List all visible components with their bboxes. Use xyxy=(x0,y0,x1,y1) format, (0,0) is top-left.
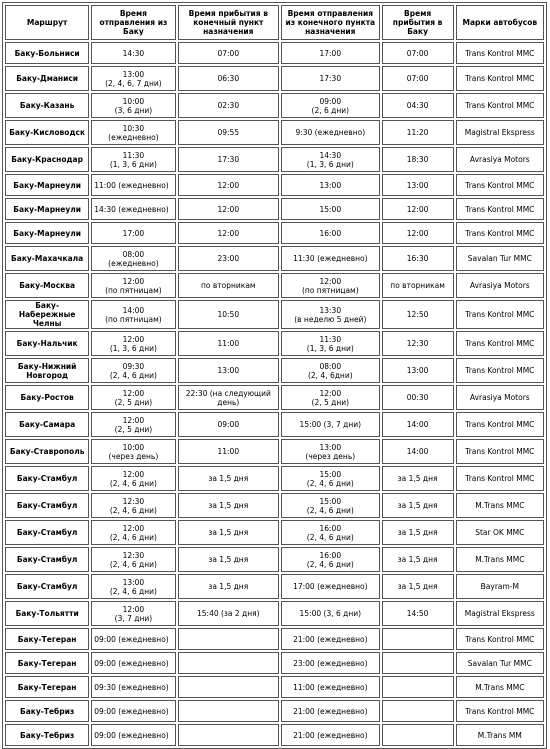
bus-brand-cell: M.Trans MM xyxy=(456,724,544,746)
arrival-baku-cell xyxy=(382,652,454,674)
return-departure-days: (в неделю 5 дней) xyxy=(294,314,367,324)
table-row xyxy=(5,520,544,545)
table-row xyxy=(5,493,544,518)
departure-time: 17:00 xyxy=(122,228,145,238)
departure-days: (через день) xyxy=(108,451,159,461)
table-row xyxy=(5,222,544,244)
departure-baku-cell xyxy=(91,198,175,220)
arrival-baku-cell: за 1,5 дня xyxy=(382,466,454,491)
departure-days: (2, 4, 6 дни) xyxy=(109,505,157,515)
arrival-baku-cell: за 1,5 дня xyxy=(382,574,454,599)
departure-days: (2, 4, 6 дни) xyxy=(109,478,157,488)
table-row xyxy=(5,358,544,383)
arrival-baku-cell: за 1,5 дня xyxy=(382,493,454,518)
bus-brand-cell: Trans Kontrol MMC xyxy=(456,439,544,464)
bus-brand-cell: Magistral Ekspress xyxy=(456,120,544,145)
table-row xyxy=(5,147,544,172)
departure-time: 09:00 (ежедневно) xyxy=(94,730,169,740)
departure-time: 11:00 (ежедневно) xyxy=(94,180,169,190)
schedule-body xyxy=(5,42,544,746)
bus-brand-cell: M.Trans MMC xyxy=(456,493,544,518)
arrival-destination-cell xyxy=(178,724,280,746)
departure-baku-cell xyxy=(91,358,175,383)
return-departure-time: 16:00 xyxy=(319,523,342,533)
departure-time: 12:00 xyxy=(122,415,145,425)
return-departure-time: 11:30 xyxy=(319,334,342,344)
departure-baku-cell xyxy=(91,466,175,491)
bus-brand-cell: Avrasiya Motors xyxy=(456,385,544,410)
arrival-destination-cell: 17:30 xyxy=(178,147,280,172)
route-cell: Баку-Нальчик xyxy=(5,331,89,356)
route-cell: Баку-Тебриз xyxy=(5,724,89,746)
departure-destination-cell xyxy=(281,676,379,698)
route-cell: Баку-Самара xyxy=(5,412,89,437)
return-departure-time: 23:00 (ежедневно) xyxy=(293,658,368,668)
arrival-destination-cell: по вторникам xyxy=(178,273,280,298)
return-departure-time: 17:00 (ежедневно) xyxy=(293,582,368,591)
arrival-baku-cell: 04:30 xyxy=(382,93,454,118)
header-departure-baku: Время отправления из Баку xyxy=(91,5,175,40)
route-cell: Баку-Нижний Новгород xyxy=(5,358,89,383)
return-departure-time: 13:30 xyxy=(319,305,342,315)
table-row xyxy=(5,724,544,746)
return-departure-days: (1, 3, 6 дни) xyxy=(306,159,354,169)
departure-baku-cell xyxy=(91,246,175,271)
route-cell: Баку-Марнеули xyxy=(5,198,89,220)
departure-baku-cell xyxy=(91,331,175,356)
route-cell: Баку-Ставрополь xyxy=(5,439,89,464)
departure-destination-cell xyxy=(281,466,379,491)
bus-brand-cell: Avrasiya Motors xyxy=(456,273,544,298)
departure-days: (1, 3, 6 дни) xyxy=(109,159,157,169)
arrival-destination-cell: за 1,5 дня xyxy=(178,574,280,599)
arrival-destination-cell xyxy=(178,652,280,674)
departure-destination-cell xyxy=(281,493,379,518)
departure-baku-cell xyxy=(91,652,175,674)
departure-destination-cell xyxy=(281,93,379,118)
route-cell: Баку-Москва xyxy=(5,273,89,298)
table-row xyxy=(5,246,544,271)
return-departure-time: 21:00 (ежедневно) xyxy=(293,706,368,716)
arrival-baku-cell: 12:00 xyxy=(382,198,454,220)
table-row xyxy=(5,700,544,722)
departure-destination-cell xyxy=(281,601,379,626)
departure-baku-cell xyxy=(91,412,175,437)
departure-time: 11:30 xyxy=(122,150,145,160)
return-departure-time: 15:00 (3, 6 дни) xyxy=(299,609,362,618)
arrival-baku-cell: 07:00 xyxy=(382,66,454,91)
table-row xyxy=(5,174,544,196)
departure-days: (ежедневно) xyxy=(108,258,159,268)
departure-baku-cell xyxy=(91,93,175,118)
departure-baku-cell xyxy=(91,724,175,746)
arrival-destination-cell: 15:40 (за 2 дня) xyxy=(178,601,280,626)
arrival-baku-cell: 11:20 xyxy=(382,120,454,145)
header-arrival-destination: Время прибытия в конечный пункт назначения xyxy=(178,5,280,40)
departure-baku-cell xyxy=(91,120,175,145)
departure-days: (2, 4, 6 дни) xyxy=(109,559,157,569)
arrival-destination-cell: за 1,5 дня xyxy=(178,520,280,545)
arrival-destination-cell: за 1,5 дня xyxy=(178,547,280,572)
return-departure-time: 21:00 (ежедневно) xyxy=(293,634,368,644)
departure-time: 12:00 xyxy=(122,469,145,479)
departure-days: (ежедневно) xyxy=(108,132,159,142)
table-row xyxy=(5,574,544,599)
departure-destination-cell xyxy=(281,520,379,545)
table-row xyxy=(5,676,544,698)
departure-destination-cell xyxy=(281,120,379,145)
departure-time: 14:30 xyxy=(122,48,145,58)
return-departure-time: 11:30 (ежедневно) xyxy=(293,254,368,263)
bus-brand-cell: Savalan Tur MMC xyxy=(456,246,544,271)
departure-baku-cell xyxy=(91,66,175,91)
header-route: Маршрут xyxy=(5,5,89,40)
table-row xyxy=(5,385,544,410)
return-departure-time: 9:30 (ежедневно) xyxy=(295,128,366,137)
departure-baku-cell xyxy=(91,300,175,329)
return-departure-time: 15:00 xyxy=(319,204,342,214)
departure-time: 09:30 xyxy=(122,361,145,371)
arrival-destination-cell: 09:55 xyxy=(178,120,280,145)
bus-brand-cell: Trans Kontrol MMC xyxy=(456,358,544,383)
departure-days: (2, 4, 6 дни) xyxy=(109,586,157,596)
departure-time: 13:00 xyxy=(122,69,145,79)
arrival-baku-cell xyxy=(382,628,454,650)
bus-brand-cell: Trans Kontrol MMC xyxy=(456,700,544,722)
bus-brand-cell: Trans Kontrol MMC xyxy=(456,300,544,329)
arrival-baku-cell xyxy=(382,676,454,698)
table-row xyxy=(5,628,544,650)
departure-time: 10:00 xyxy=(122,442,145,452)
return-departure-days: (2, 4, 6 дни) xyxy=(306,478,354,488)
departure-baku-cell xyxy=(91,493,175,518)
departure-days: (по пятницам) xyxy=(105,285,162,295)
arrival-destination-cell: 12:00 xyxy=(178,174,280,196)
arrival-destination-cell: 23:00 xyxy=(178,246,280,271)
arrival-destination-cell: 11:00 xyxy=(178,439,280,464)
departure-time: 14:30 (ежедневно) xyxy=(94,204,169,214)
departure-time: 09:30 (ежедневно) xyxy=(94,682,169,692)
departure-baku-cell xyxy=(91,439,175,464)
arrival-baku-cell: 16:30 xyxy=(382,246,454,271)
bus-brand-cell: M.Trans MMC xyxy=(456,547,544,572)
route-cell: Баку-Больниси xyxy=(5,42,89,64)
departure-time: 09:00 (ежедневно) xyxy=(94,706,169,716)
arrival-destination-cell: 22:30 (на следующий день) xyxy=(178,385,280,410)
route-cell: Баку-Тегеран xyxy=(5,652,89,674)
arrival-baku-cell: по вторникам xyxy=(382,273,454,298)
table-row xyxy=(5,652,544,674)
return-departure-time: 14:30 xyxy=(319,150,342,160)
arrival-destination-cell: 11:00 xyxy=(178,331,280,356)
departure-destination-cell xyxy=(281,42,379,64)
departure-destination-cell xyxy=(281,174,379,196)
arrival-destination-cell: 02:30 xyxy=(178,93,280,118)
arrival-baku-cell: 13:00 xyxy=(382,174,454,196)
bus-brand-cell: Trans Kontrol MMC xyxy=(456,331,544,356)
route-cell: Баку-Тегеран xyxy=(5,676,89,698)
departure-baku-cell xyxy=(91,676,175,698)
table-row xyxy=(5,93,544,118)
arrival-baku-cell xyxy=(382,724,454,746)
bus-brand-cell: Trans Kontrol MMC xyxy=(456,628,544,650)
arrival-destination-cell: 13:00 xyxy=(178,358,280,383)
return-departure-time: 08:00 xyxy=(319,361,342,371)
return-departure-days: (1, 3, 6 дни) xyxy=(306,343,354,353)
arrival-baku-cell: 18:30 xyxy=(382,147,454,172)
departure-destination-cell xyxy=(281,300,379,329)
bus-brand-cell: Trans Kontrol MMC xyxy=(456,93,544,118)
arrival-baku-cell: 12:00 xyxy=(382,222,454,244)
departure-days: (2, 4, 6 дни) xyxy=(109,532,157,542)
departure-time: 14:00 xyxy=(122,305,145,315)
departure-days: (2, 5 дни) xyxy=(114,424,153,434)
arrival-baku-cell: 14:50 xyxy=(382,601,454,626)
return-departure-time: 12:00 xyxy=(319,388,342,398)
arrival-destination-cell: 07:00 xyxy=(178,42,280,64)
departure-destination-cell xyxy=(281,700,379,722)
table-row xyxy=(5,547,544,572)
bus-brand-cell: M.Trans MMC xyxy=(456,676,544,698)
table-row xyxy=(5,273,544,298)
table-row xyxy=(5,439,544,464)
route-cell: Баку-Краснодар xyxy=(5,147,89,172)
bus-brand-cell: Trans Kontrol MMC xyxy=(456,412,544,437)
bus-brand-cell: Trans Kontrol MMC xyxy=(456,174,544,196)
return-departure-time: 17:30 xyxy=(319,74,342,83)
departure-baku-cell xyxy=(91,174,175,196)
return-departure-time: 17:00 xyxy=(319,48,342,58)
bus-brand-cell: Trans Kontrol MMC xyxy=(456,466,544,491)
return-departure-time: 13:00 xyxy=(319,180,342,190)
departure-days: (3, 7 дни) xyxy=(114,613,153,623)
return-departure-days: (2, 5 дни) xyxy=(311,397,350,407)
return-departure-days: (2, 4, 6 дни) xyxy=(306,505,354,515)
route-cell: Баку-Стамбул xyxy=(5,493,89,518)
arrival-baku-cell: 14:00 xyxy=(382,439,454,464)
route-cell: Баку-Кисловодск xyxy=(5,120,89,145)
arrival-destination-cell: 12:00 xyxy=(178,198,280,220)
route-cell: Баку-Тольятти xyxy=(5,601,89,626)
departure-time: 12:30 xyxy=(122,550,145,560)
departure-destination-cell xyxy=(281,147,379,172)
departure-baku-cell xyxy=(91,147,175,172)
bus-brand-cell: Bayram-M xyxy=(456,574,544,599)
route-cell: Баку-Стамбул xyxy=(5,520,89,545)
return-departure-days: (2, 4, 6 дни) xyxy=(306,559,354,569)
return-departure-time: 15:00 xyxy=(319,469,342,479)
arrival-baku-cell: за 1,5 дня xyxy=(382,520,454,545)
departure-time: 10:30 xyxy=(122,123,145,133)
departure-days: (2, 4, 6 дни) xyxy=(109,370,157,380)
table-row xyxy=(5,42,544,64)
arrival-baku-cell: 07:00 xyxy=(382,42,454,64)
table-row xyxy=(5,198,544,220)
header-bus-brand: Марки автобусов xyxy=(456,5,544,40)
bus-brand-cell: Trans Kontrol MMC xyxy=(456,222,544,244)
route-cell: Баку-Ростов xyxy=(5,385,89,410)
arrival-destination-cell: 10:50 xyxy=(178,300,280,329)
return-departure-time: 16:00 xyxy=(319,550,342,560)
departure-baku-cell xyxy=(91,601,175,626)
departure-baku-cell xyxy=(91,628,175,650)
route-cell: Баку-Стамбул xyxy=(5,574,89,599)
table-row xyxy=(5,466,544,491)
departure-destination-cell xyxy=(281,246,379,271)
departure-baku-cell xyxy=(91,385,175,410)
departure-destination-cell xyxy=(281,273,379,298)
departure-destination-cell xyxy=(281,198,379,220)
route-cell: Баку-Махачкала xyxy=(5,246,89,271)
bus-brand-cell: Trans Kontrol MMC xyxy=(456,42,544,64)
bus-brand-cell: Trans Kontrol MMC xyxy=(456,198,544,220)
departure-days: (3, 6 дни) xyxy=(114,105,153,115)
route-cell: Баку-Дманиси xyxy=(5,66,89,91)
return-departure-time: 16:00 xyxy=(319,228,342,238)
departure-baku-cell xyxy=(91,273,175,298)
departure-destination-cell xyxy=(281,547,379,572)
departure-days: (2, 4, 6, 7 дни) xyxy=(105,78,162,88)
departure-time: 12:00 xyxy=(122,276,145,286)
departure-time: 13:00 xyxy=(122,577,145,587)
departure-baku-cell xyxy=(91,574,175,599)
return-departure-time: 15:00 (3, 7 дни) xyxy=(299,420,362,429)
bus-schedule-table xyxy=(2,2,547,749)
departure-baku-cell xyxy=(91,222,175,244)
arrival-destination-cell: за 1,5 дня xyxy=(178,493,280,518)
route-cell: Баку-Набережные Челны xyxy=(5,300,89,329)
bus-brand-cell: Star OK MMC xyxy=(456,520,544,545)
arrival-destination-cell: 09:00 xyxy=(178,412,280,437)
return-departure-days: (через день) xyxy=(305,451,356,461)
bus-brand-cell: Magistral Ekspress xyxy=(456,601,544,626)
arrival-destination-cell: за 1,5 дня xyxy=(178,466,280,491)
table-row xyxy=(5,601,544,626)
bus-brand-cell: Avrasiya Motors xyxy=(456,147,544,172)
return-departure-time: 21:00 (ежедневно) xyxy=(293,730,368,740)
return-departure-days: (2, 6 дни) xyxy=(311,105,350,115)
table-row xyxy=(5,66,544,91)
arrival-baku-cell: 12:50 xyxy=(382,300,454,329)
departure-destination-cell xyxy=(281,385,379,410)
departure-baku-cell xyxy=(91,700,175,722)
table-row xyxy=(5,412,544,437)
departure-time: 09:00 (ежедневно) xyxy=(94,634,169,644)
departure-time: 10:00 xyxy=(122,96,145,106)
departure-time: 12:00 xyxy=(122,388,145,398)
departure-time: 12:00 xyxy=(122,604,145,614)
header-arrival-baku: Время прибытия в Баку xyxy=(382,5,454,40)
departure-time: 12:00 xyxy=(122,334,145,344)
header-row xyxy=(5,5,544,40)
departure-destination-cell xyxy=(281,222,379,244)
departure-time: 08:00 xyxy=(122,249,145,259)
route-cell: Баку-Стамбул xyxy=(5,547,89,572)
bus-brand-cell: Savalan Tur MMC xyxy=(456,652,544,674)
route-cell: Баку-Марнеули xyxy=(5,222,89,244)
departure-baku-cell xyxy=(91,42,175,64)
table-row xyxy=(5,120,544,145)
arrival-destination-cell: 06:30 xyxy=(178,66,280,91)
arrival-baku-cell: 12:30 xyxy=(382,331,454,356)
arrival-baku-cell: 00:30 xyxy=(382,385,454,410)
departure-destination-cell xyxy=(281,439,379,464)
departure-days: (2, 5 дни) xyxy=(114,397,153,407)
route-cell: Баку-Марнеули xyxy=(5,174,89,196)
departure-destination-cell xyxy=(281,412,379,437)
return-departure-days: (2, 4, 6 дни) xyxy=(306,532,354,542)
arrival-destination-cell xyxy=(178,676,280,698)
departure-destination-cell xyxy=(281,358,379,383)
table-row xyxy=(5,300,544,329)
departure-time: 12:00 xyxy=(122,523,145,533)
departure-destination-cell xyxy=(281,628,379,650)
departure-destination-cell xyxy=(281,652,379,674)
schedule-container xyxy=(2,2,547,749)
departure-baku-cell xyxy=(91,547,175,572)
arrival-baku-cell xyxy=(382,700,454,722)
route-cell: Баку-Стамбул xyxy=(5,466,89,491)
arrival-baku-cell: за 1,5 дня xyxy=(382,547,454,572)
arrival-baku-cell: 14:00 xyxy=(382,412,454,437)
departure-destination-cell xyxy=(281,331,379,356)
route-cell: Баку-Тебриз xyxy=(5,700,89,722)
header-departure-destination: Время отправления из конечного пункта назначения xyxy=(281,5,379,40)
arrival-destination-cell xyxy=(178,700,280,722)
departure-time: 09:00 (ежедневно) xyxy=(94,658,169,668)
departure-destination-cell xyxy=(281,724,379,746)
bus-brand-cell: Trans Kontrol MMC xyxy=(456,66,544,91)
return-departure-time: 13:00 xyxy=(319,442,342,452)
return-departure-time: 12:00 xyxy=(319,276,342,286)
departure-days: (1, 3, 6 дни) xyxy=(109,343,157,353)
departure-baku-cell xyxy=(91,520,175,545)
arrival-destination-cell xyxy=(178,628,280,650)
return-departure-days: (по пятницам) xyxy=(301,285,359,295)
return-departure-time: 11:00 (ежедневно) xyxy=(293,682,368,692)
arrival-baku-cell: 13:00 xyxy=(382,358,454,383)
departure-days: (по пятницам) xyxy=(105,314,162,324)
arrival-destination-cell: 12:00 xyxy=(178,222,280,244)
departure-destination-cell xyxy=(281,66,379,91)
route-cell: Баку-Тегеран xyxy=(5,628,89,650)
route-cell: Баку-Казань xyxy=(5,93,89,118)
departure-destination-cell xyxy=(281,574,379,599)
table-row xyxy=(5,331,544,356)
return-departure-time: 09:00 xyxy=(319,96,342,106)
return-departure-days: (2, 4, 6дни) xyxy=(307,370,353,380)
departure-time: 12:30 xyxy=(122,496,145,506)
return-departure-time: 15:00 xyxy=(319,496,342,506)
